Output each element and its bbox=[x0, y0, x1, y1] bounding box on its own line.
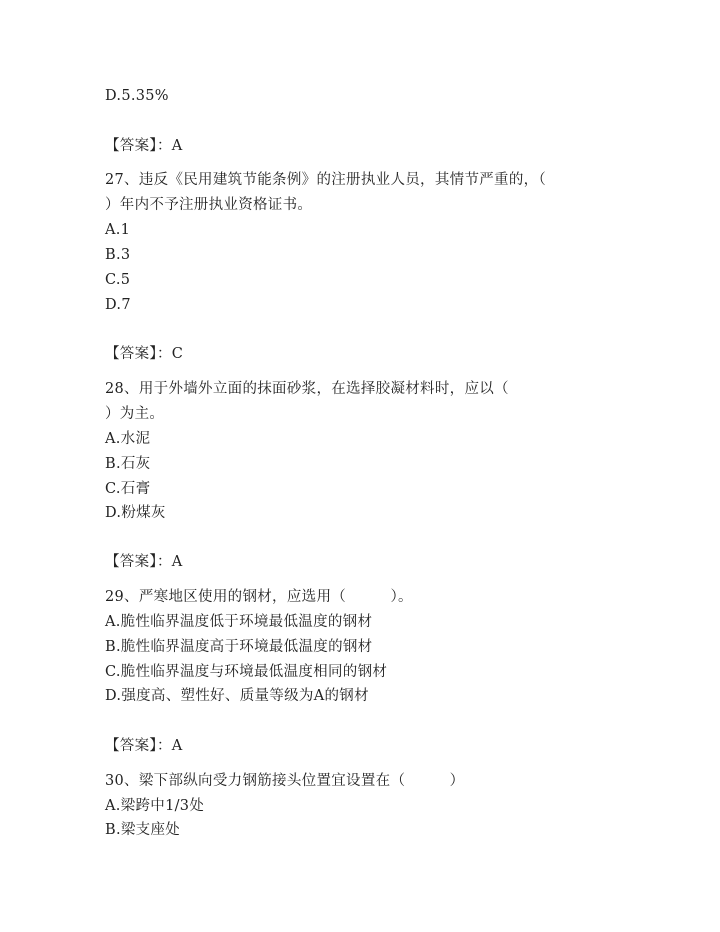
question-27-line-2: ）年内不予注册执业资格证书。 bbox=[105, 197, 313, 213]
option-a-q28: A.水泥 bbox=[105, 431, 151, 447]
answer-q26: 【答案】：A bbox=[105, 138, 183, 154]
option-d-q28: D.粉煤灰 bbox=[105, 505, 166, 521]
option-c-q27: C.5 bbox=[105, 272, 131, 288]
option-a-q30: A.梁跨中1/3处 bbox=[105, 798, 205, 814]
question-29: 29、严寒地区使用的钢材，应选用（ ）。 bbox=[105, 589, 413, 605]
option-b-q28: B.石灰 bbox=[105, 456, 151, 472]
option-c-q29: C.脆性临界温度与环境最低温度相同的钢材 bbox=[105, 664, 388, 680]
option-b-q30: B.梁支座处 bbox=[105, 822, 181, 838]
option-a-q29: A.脆性临界温度低于环境最低温度的钢材 bbox=[105, 614, 373, 630]
answer-q28: 【答案】：A bbox=[105, 554, 183, 570]
option-d-q26: D.5.35% bbox=[105, 88, 169, 104]
question-30: 30、梁下部纵向受力钢筋接头位置宜设置在（ ） bbox=[105, 773, 465, 789]
question-27-line-1: 27、违反《民用建筑节能条例》的注册执业人员，其情节严重的，（ bbox=[105, 172, 546, 188]
option-c-q28: C.石膏 bbox=[105, 481, 151, 497]
question-28-line-2: ）为主。 bbox=[105, 406, 165, 422]
option-b-q27: B.3 bbox=[105, 247, 131, 263]
answer-q27: 【答案】：C bbox=[105, 346, 184, 362]
option-d-q29: D.强度高、塑性好、质量等级为A的钢材 bbox=[105, 688, 369, 704]
option-b-q29: B.脆性临界温度高于环境最低温度的钢材 bbox=[105, 639, 373, 655]
answer-q29: 【答案】：A bbox=[105, 738, 183, 754]
option-d-q27: D.7 bbox=[105, 297, 131, 313]
question-28-line-1: 28、用于外墙外立面的抹面砂浆，在选择胶凝材料时，应以（ bbox=[105, 381, 509, 397]
option-a-q27: A.1 bbox=[105, 222, 131, 238]
